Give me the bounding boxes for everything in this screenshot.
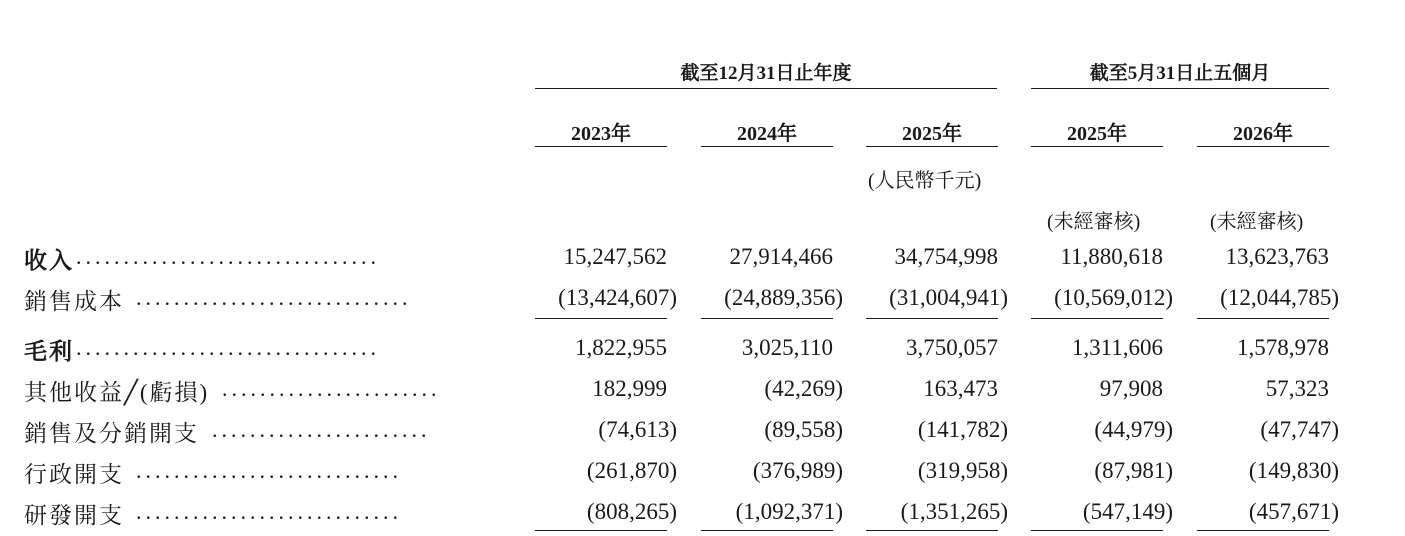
bottom-rule [701, 530, 833, 531]
year-header-rule [1031, 146, 1163, 147]
subtotal-rule [866, 318, 998, 319]
value-cell: (42,269) [764, 376, 843, 401]
value-cell: (149,830) [1248, 458, 1339, 483]
value-cell: (74,613) [598, 417, 677, 442]
leader-dots: ............................ [136, 458, 402, 483]
subtotal-rule [701, 318, 833, 319]
value-cell: (87,981) [1094, 458, 1173, 483]
row-label-cost-of-sales: 銷售成本 [24, 289, 124, 314]
value-cell: (47,747) [1260, 417, 1339, 442]
value-cell: 57,323 [1265, 376, 1329, 401]
value-cell: (31,004,941) [889, 285, 1008, 310]
leader-dots: ....................... [212, 417, 431, 442]
row-label-administrative: 行政開支 [24, 462, 124, 487]
year-header-2023: 2023年 [571, 123, 631, 145]
value-cell: 3,750,057 [906, 335, 998, 360]
bottom-rule [1031, 530, 1163, 531]
value-cell: (547,149) [1082, 499, 1173, 524]
year-header-2025-fy: 2025年 [902, 123, 962, 145]
value-cell: (12,044,785) [1220, 285, 1339, 310]
value-cell: (1,351,265) [900, 499, 1008, 524]
subtotal-rule [1197, 318, 1329, 319]
value-cell: 3,025,110 [741, 335, 833, 360]
value-cell: 15,247,562 [563, 244, 667, 269]
row-label-other-gains: 其他收益╱(虧損) [24, 380, 210, 405]
value-cell: 1,311,606 [1071, 335, 1163, 360]
unaudited-note: (未經審核) [1047, 211, 1141, 233]
value-cell: 27,914,466 [729, 244, 833, 269]
value-cell: 13,623,763 [1225, 244, 1329, 269]
value-cell: 34,754,998 [894, 244, 998, 269]
group-header-fiscal-year: 截至12月31日止年度 [680, 63, 852, 84]
value-cell: 1,578,978 [1237, 335, 1329, 360]
leader-dots: ................................ [76, 335, 380, 360]
group-header-five-months: 截至5月31日止五個月 [1089, 63, 1271, 84]
unit-note: (人民幣千元) [868, 170, 982, 192]
value-cell: (376,989) [752, 458, 843, 483]
subtotal-rule [1031, 318, 1163, 319]
bottom-rule [866, 530, 998, 531]
value-cell: (457,671) [1248, 499, 1339, 524]
bottom-rule [535, 530, 667, 531]
value-cell: (44,979) [1094, 417, 1173, 442]
value-cell: (261,870) [586, 458, 677, 483]
year-header-2024: 2024年 [737, 123, 797, 145]
leader-dots: ................................ [76, 244, 380, 269]
year-header-rule [701, 146, 833, 147]
row-label-gross-profit: 毛利 [24, 339, 74, 364]
year-header-rule [1197, 146, 1329, 147]
year-header-2026-5m: 2026年 [1233, 123, 1293, 145]
bottom-rule [1197, 530, 1329, 531]
leader-dots: ............................. [136, 285, 412, 310]
value-cell: (24,889,356) [724, 285, 843, 310]
group-header-fiscal-year-rule [535, 88, 997, 89]
group-header-five-months-rule [1031, 88, 1329, 89]
value-cell: (10,569,012) [1054, 285, 1173, 310]
value-cell: 97,908 [1099, 376, 1163, 401]
year-header-rule [535, 146, 667, 147]
row-label-selling-distribution: 銷售及分銷開支 [24, 421, 199, 446]
value-cell: 1,822,955 [575, 335, 667, 360]
row-label-revenue: 收入 [24, 248, 74, 273]
year-header-2025-5m: 2025年 [1067, 123, 1127, 145]
value-cell: (319,958) [917, 458, 1008, 483]
subtotal-rule [535, 318, 667, 319]
year-header-rule [866, 146, 998, 147]
row-label-research-development: 研發開支 [24, 503, 124, 528]
value-cell: (1,092,371) [735, 499, 843, 524]
leader-dots: ....................... [222, 376, 441, 401]
value-cell: (141,782) [917, 417, 1008, 442]
value-cell: 163,473 [923, 376, 998, 401]
value-cell: 11,880,618 [1060, 244, 1163, 269]
leader-dots: ............................ [136, 499, 402, 524]
unaudited-note: (未經審核) [1210, 211, 1304, 233]
value-cell: 182,999 [592, 376, 667, 401]
value-cell: (89,558) [764, 417, 843, 442]
value-cell: (13,424,607) [558, 285, 677, 310]
value-cell: (808,265) [586, 499, 677, 524]
